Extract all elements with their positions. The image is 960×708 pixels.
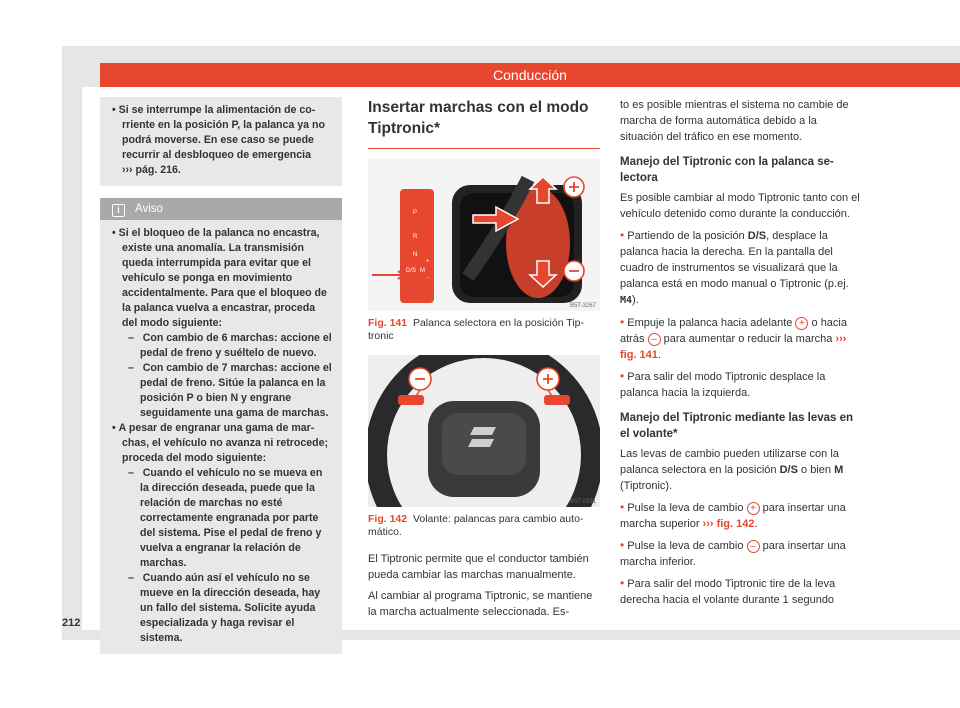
bullet-dot: • xyxy=(112,104,119,116)
notice-bullet: • A pesar de engranar una gama de marchas, el vehículo no avanza ni retrocede; proceda del modo siguiente: xyxy=(112,422,329,464)
bullet-item: • Pulse la leva de cambio + para insertar una marcha superior ››› fig. 142. xyxy=(620,500,846,530)
steering-wheel-illustration xyxy=(368,355,600,507)
notice-title: Aviso xyxy=(135,203,163,215)
paragraph: Es posible cambiar al modo Tiptronic tanto con el vehículo detenido como durante la conducción. xyxy=(620,192,860,220)
bullet-dot: • xyxy=(620,315,625,329)
bullet-item: • Para salir del modo Tiptronic desplace la palanca hacia la izquierda. xyxy=(620,369,826,399)
continued-paragraph: to es posible mientras el sistema no cambie de marcha de forma automática debido a la situación del tráfico en ese momento. xyxy=(620,99,849,143)
minus-icon: – xyxy=(648,333,661,346)
figure-code: B5T-0331 xyxy=(569,499,596,505)
bullet-item: • Para salir del modo Tiptronic tire de la leva derecha hacia el volante durante 1 segundo xyxy=(620,576,836,606)
notice-dash-item: – Con cambio de 6 marchas: accione el pedal de freno y suéltelo de nuevo. xyxy=(128,332,332,359)
bullet-dot: • xyxy=(620,369,625,383)
warning-box xyxy=(100,97,342,186)
warning-ref-link[interactable]: ››› pág. 216. xyxy=(122,164,181,176)
bullet-dot: • xyxy=(620,228,625,242)
fig-142-link[interactable]: ››› fig. 142 xyxy=(702,518,755,530)
figure-141-gear-lever xyxy=(368,159,600,311)
notice-dash-item: – Cuando el vehículo no se mueva en la dirección deseada, puede que la relación de marchas no esté correctamente engranada por parte del sistema. Pise el pedal de freno y vuelva a engranar la relación de marchas. xyxy=(128,467,323,569)
notice-box xyxy=(100,198,342,654)
gear-label-m: M xyxy=(420,268,425,274)
bullet-item: • Partiendo de la posición D/S, desplace la palanca hacia la derecha. En la pantalla del cuadro de instrumentos se visualizará que la palanca está en modo manual o Tiptronic (p.ej. M4). xyxy=(620,228,849,306)
notice-bullet: • Si el bloqueo de la palanca no encastra, existe una anomalía. La transmisión queda interrumpida para evitar que el vehículo se ponga en movimiento accidentalmente. Para que el bloqueo de la palanca vuelva a encastrar, proceda del modo siguiente: xyxy=(112,227,327,329)
right-paddle xyxy=(544,395,570,405)
bullet-dot: • xyxy=(620,576,625,590)
right-column xyxy=(620,97,860,613)
figure-code: B5T-3267 xyxy=(569,303,596,309)
subheading-steering-paddles: Manejo del Tiptronic mediante las levas en el volante* xyxy=(620,412,854,440)
subheading-selector-lever: Manejo del Tiptronic con la palanca selectora xyxy=(620,156,834,184)
plus-icon: + xyxy=(795,317,808,330)
intro-paragraph: El Tiptronic permite que el conductor también pueda cambiar las marchas manualmente. xyxy=(368,553,589,581)
gear-label-n: N xyxy=(413,252,418,258)
gear-indicator-panel xyxy=(400,189,434,303)
paragraph: Las levas de cambio pueden utilizarse con la palanca selectora en la posición D/S o bien M (Tiptronic). xyxy=(620,448,844,492)
bullet-dot: • xyxy=(620,538,625,552)
warning-text: Si se interrumpe la alimentación de corriente en la posición P, la palanca ya no podrá moverse. En ese caso se puede recurrir al desbloqueo de emergencia xyxy=(118,104,325,161)
gear-label-r: R xyxy=(413,234,418,240)
notice-body xyxy=(100,220,342,654)
bullet-item: • Pulse la leva de cambio – para insertar una marcha inferior. xyxy=(620,538,846,568)
notice-dash-item: – Cuando aún así el vehículo no se mueve en la dirección deseada, hay un fallo del sistema. Solicite ayuda especializada y haga revisar el sistema. xyxy=(128,572,321,644)
notice-dash-item: – Con cambio de 7 marchas: accione el pedal de freno. Sitúe la palanca en la posición P o bien N y engrane seguidamente una gama de marchas. xyxy=(128,362,332,419)
gear-lever-illustration xyxy=(368,159,600,311)
minus-icon: – xyxy=(747,540,760,553)
left-column xyxy=(100,97,342,654)
fig-141-link[interactable]: ››› fig. 141 xyxy=(620,333,847,361)
left-paddle xyxy=(398,395,424,405)
gear-label-plus: + xyxy=(426,259,430,265)
gear-label-minus: - xyxy=(427,275,429,281)
bullet-item: • Empuje la palanca hacia adelante + o hacia atrás – para aumentar o reducir la marcha ››› fig. 141. xyxy=(620,315,847,361)
section-title: Insertar marchas con el modo Tiptronic* xyxy=(368,97,600,149)
chapter-header xyxy=(100,63,960,87)
notice-header xyxy=(100,198,342,220)
page-number: 212 xyxy=(62,617,81,629)
gear-label-p: P xyxy=(413,210,418,216)
chapter-title: Conducción xyxy=(493,67,567,83)
gear-label-ds: D/S xyxy=(406,268,417,274)
info-icon: i xyxy=(112,204,125,217)
middle-column xyxy=(368,97,600,625)
figure-141-caption: Fig. 141 Palanca selectora en la posición Tiptronic xyxy=(368,317,584,342)
bullet-dot: • xyxy=(620,500,625,514)
plus-icon: + xyxy=(747,502,760,515)
figure-142-caption: Fig. 142 Volante: palancas para cambio automático. xyxy=(368,513,584,538)
body-paragraph: Al cambiar al programa Tiptronic, se mantiene la marcha actualmente seleccionada. Es- xyxy=(368,590,593,618)
figure-142-steering-wheel xyxy=(368,355,600,507)
